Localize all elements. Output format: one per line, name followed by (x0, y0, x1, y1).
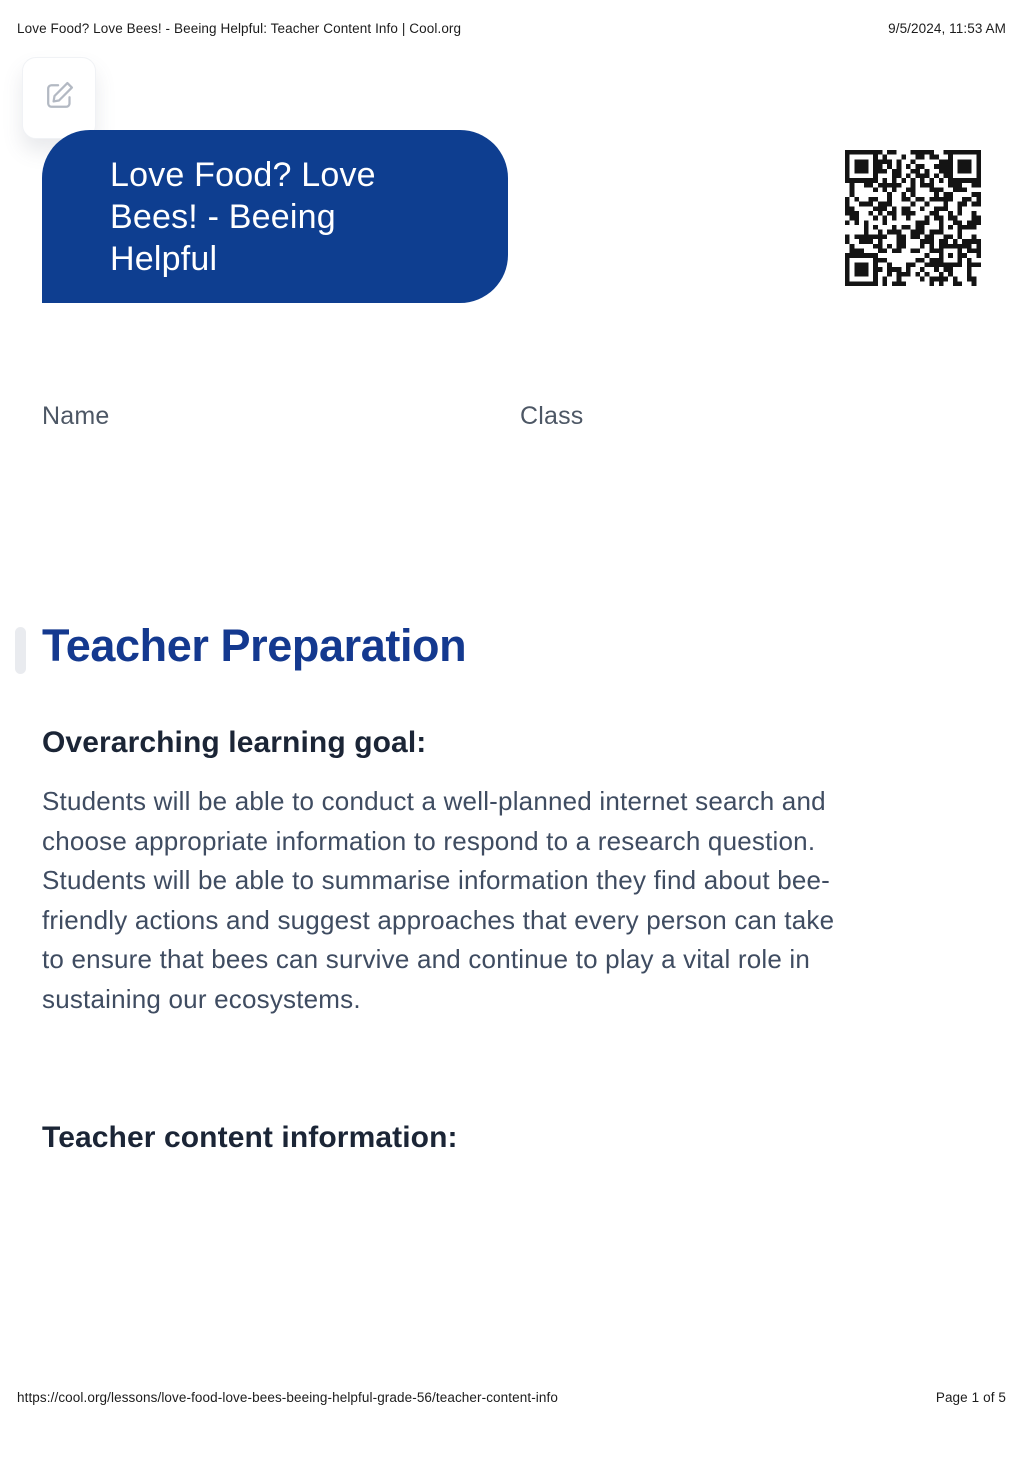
print-header (17, 21, 1006, 36)
lesson-title-card (42, 130, 508, 303)
class-label: Class (520, 402, 584, 430)
print-header-title: Love Food? Love Bees! - Beeing Helpful: Teacher Content Info | Cool.org (17, 21, 462, 36)
page-title: Teacher Preparation (42, 620, 467, 671)
goal-paragraph-line: choose appropriate information to respond to a research question. (42, 825, 816, 856)
pencil-square-edit-icon (41, 78, 77, 119)
goal-heading: Overarching learning goal: (42, 726, 427, 759)
content-info-heading: Teacher content information: (42, 1121, 458, 1154)
name-label: Name (42, 402, 110, 430)
lesson-title-line: Bees! - Beeing (110, 197, 336, 236)
goal-paragraph-line: Students will be able to conduct a well-planned internet search and (42, 786, 826, 816)
lesson-title-line: Helpful (110, 239, 218, 278)
print-header-datetime: 9/5/2024, 11:53 AM (888, 21, 1006, 36)
goal-paragraph (42, 782, 972, 1019)
goal-paragraph-line: Students will be able to summarise information they find about bee- (42, 865, 831, 895)
heading-accent-bar (15, 627, 26, 674)
lesson-title (110, 154, 376, 280)
lesson-title-line: Love Food? Love (110, 155, 376, 194)
goal-paragraph-line: sustaining our ecosystems. (42, 983, 361, 1014)
qr-code (845, 150, 981, 286)
print-footer (17, 1390, 1006, 1405)
edit-button[interactable] (22, 57, 96, 139)
goal-paragraph-line: friendly actions and suggest approaches that every person can take (42, 904, 835, 935)
print-footer-url: https://cool.org/lessons/love-food-love-bees-beeing-helpful-grade-56/teacher-content-info (17, 1390, 558, 1405)
goal-paragraph-line: to ensure that bees can survive and continue to play a vital role in (42, 944, 811, 974)
print-footer-page: Page 1 of 5 (935, 1390, 1006, 1405)
